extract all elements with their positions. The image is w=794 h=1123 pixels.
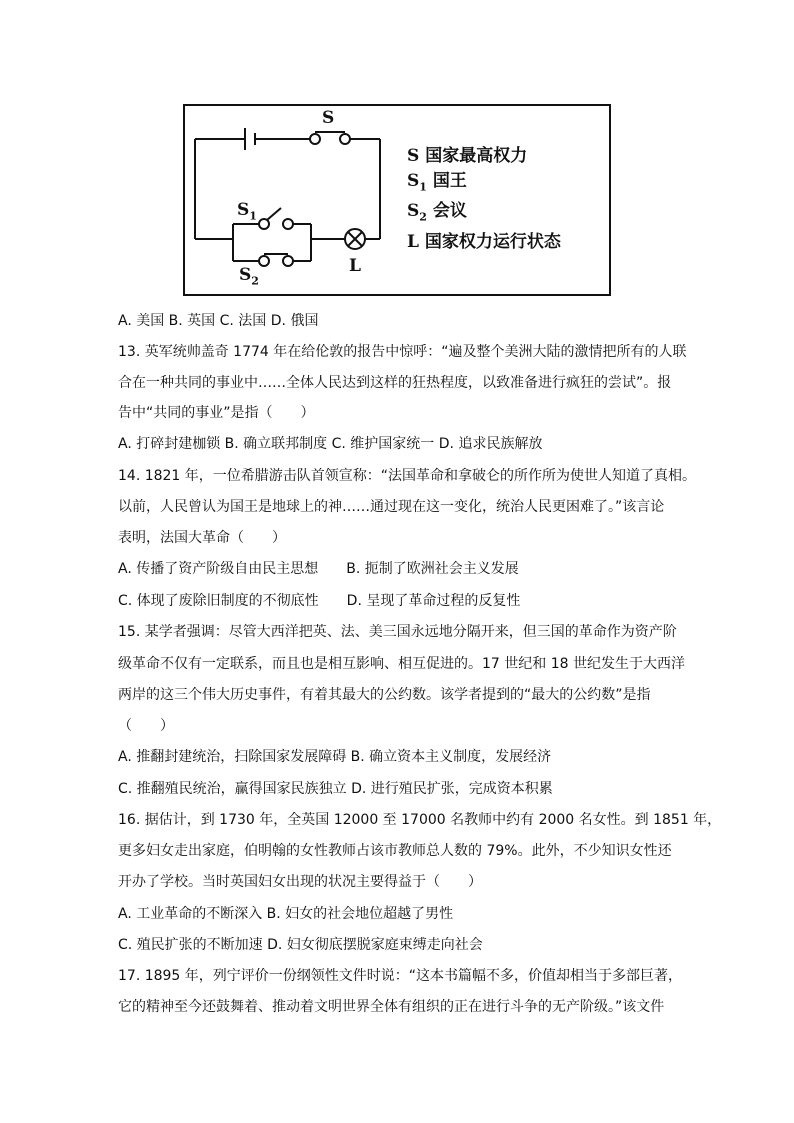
text-line: A. 打碎封建枷锁 B. 确立联邦制度 C. 维护国家统一 D. 追求民族解放 (118, 436, 543, 452)
switch-s1-lever (267, 208, 281, 220)
text-line: 表明，法国大革命（ ） (118, 530, 286, 546)
text-line: 以前，人民曾认为国王是地球上的神……通过现在这一变化，统治人民更困难了。”该言论 (118, 499, 665, 515)
text-line: C. 体现了废除旧制度的不彻底性 D. 呈现了革命过程的反复性 (118, 593, 521, 609)
text-line: 级革命不仅有一定联系，而且也是相互影响、相互促进的。17 世纪和 18 世纪发生于大西洋 (118, 656, 685, 672)
text-line: 它的精神至今还鼓舞着、推动着文明世界全体有组织的正在进行斗争的无产阶级。”该文件 (118, 999, 665, 1015)
text-line: 16. 据估计，到 1730 年，全英国 12000 至 17000 名教师中约有 2000 名女性。到 1851 年， (118, 812, 722, 828)
legend-item-s1: $S_1$ 国王 (407, 171, 467, 194)
switch-s2-label: $S_2$ (239, 265, 259, 288)
text-line: 合在一种共同的事业中……全体人民达到这样的狂热程度，以致准备进行疯狂的尝试”。报 (118, 375, 672, 391)
text-line: （ ） (118, 718, 174, 734)
text-line: 两岸的这三个伟大历史事件，有着其最大的公约数。该学者提到的“最大的公约数”是指 (118, 687, 651, 703)
text-line: 14. 1821 年，一位希腊游击队首领宣称：“法国革命和拿破仑的所作所为使世人知道了真相。 (118, 468, 697, 484)
text-line: 15. 某学者强调：尽管大西洋把英、法、美三国永远地分隔开来，但三国的革命作为资产阶 (118, 624, 677, 640)
legend-item-s2: $S_2$ 会议 (407, 201, 467, 224)
switch-s-label: S (322, 108, 335, 128)
legend-item-s: S 国家最高权力 (407, 146, 528, 166)
lamp-label: L (349, 256, 361, 276)
text-line: A. 推翻封建统治，扫除国家发展障碍 B. 确立资本主义制度，发展经济 (118, 749, 552, 765)
switch-s1-label: $S_1$ (237, 200, 257, 223)
text-line: C. 推翻殖民统治，赢得国家民族独立 D. 进行殖民扩张，完成资本积累 (118, 781, 553, 797)
text-line: 17. 1895 年，列宁评价一份纲领性文件时说：“这本书篇幅不多，价值却相当于多部巨著， (118, 968, 683, 984)
legend-item-l: L 国家权力运行状态 (407, 231, 561, 252)
figure-legend (407, 144, 561, 255)
text-line: 开办了学校。当时英国妇女出现的状况主要得益于（ ） (118, 874, 482, 890)
circuit-figure (183, 104, 611, 296)
text-line: A. 工业革命的不断深入 B. 妇女的社会地位超越了男性 (118, 906, 454, 922)
text-line: A. 传播了资产阶级自由民主思想 B. 扼制了欧洲社会主义发展 (118, 561, 519, 577)
text-line: A. 美国 B. 英国 C. 法国 D. 俄国 (118, 313, 319, 329)
text-line: 更多妇女走出家庭，伯明翰的女性教师占该市教师总人数的 79%。此外，不少知识女性还 (118, 843, 672, 859)
text-line: C. 殖民扩张的不断加速 D. 妇女彻底摆脱家庭束缚走向社会 (118, 937, 483, 953)
text-line: 13. 英军统帅盖奇 1774 年在给伦敦的报告中惊呼：“遍及整个美洲大陆的激情把所有的人联 (118, 344, 687, 360)
text-line: 告中“共同的事业”是指（ ） (118, 405, 315, 421)
